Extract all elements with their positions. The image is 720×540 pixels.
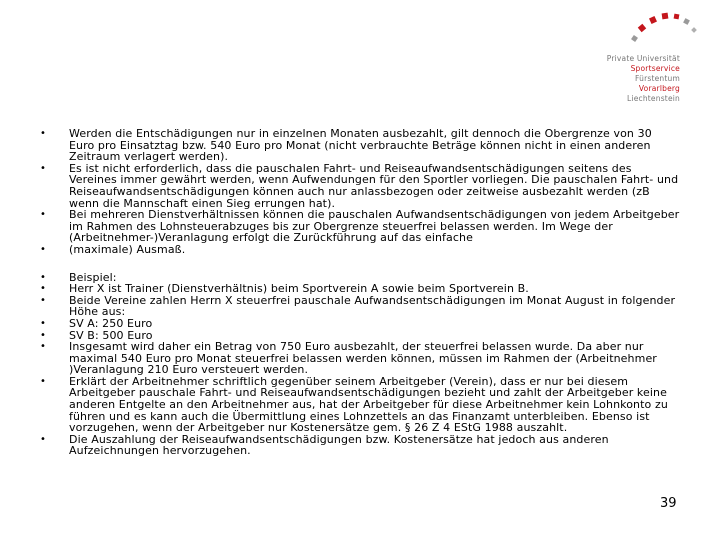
logo-line: Private Universität [606,54,680,63]
list-item [40,163,680,209]
university-logo [596,8,716,103]
bullet-text: Beispiel: [69,270,117,284]
bullet-text: Erklärt der Arbeitnehmer schriftlich gegenüber seinem Arbeitgeber (Verein), dass er nur bei diesem Arbeitgeber pauschale Fahrt- und Reiseaufwandsentschädigungen bezieht und zahlt der Arbeitgeber keine anderen Entgelte an den Arbeitnehmer aus, hat der Arbeitgeber für diese Arbeitnehmer kein Lohnkonto zu führen und es kann auch die Übermittlung eines Lohnzettels an das Finanzamt unterbleiben. Ebenso ist vorzugehen, wenn der Arbeitgeber nur Kostenersätze gem. § 26 Z 4 EStG 1988 auszahlt. [69,374,668,435]
bullet-text: Werden die Entschädigungen nur in einzelnen Monaten ausbezahlt, gilt dennoch die Obergrenze von 30 Euro pro Einsatztag bzw. 540 Euro pro Monat (nicht verbrauchte Beträge können nicht in einen anderen Zeitraum verlagert werden). [69,127,652,164]
bullet-icon: • [40,283,46,295]
list-item [40,128,680,163]
logo-line: Sportservice [630,64,680,73]
list-item [40,341,680,376]
bullet-icon: • [40,375,46,387]
bullet-text: Es ist nicht erforderlich, dass die pauschalen Fahrt- und Reiseaufwandsentschädigungen seitens des Vereines immer gewährt werden, wenn Aufwendungen für den Sportler vorliegen. Die pauschalen Fahrt- und Reiseaufwandsentschädigungen können auch nur anlassbezogen oder zeitweise ausbezahlt werden (zB wenn die Mannschaft einen Sieg errungen hat). [69,161,679,210]
bullet-icon: • [40,294,46,306]
logo-text [596,54,680,104]
logo-arc-icon [622,8,702,52]
bullet-icon: • [40,128,46,139]
bullet-icon: • [40,341,46,353]
bullet-icon: • [40,433,46,445]
bullet-icon: • [40,317,46,329]
bullet-list [40,128,680,457]
logo-line: Fürstentum [635,74,680,83]
bullet-text: SV B: 500 Euro [69,328,153,342]
bullet-text: Herr X ist Trainer (Dienstverhältnis) beim Sportverein A sowie beim Sportverein B. [69,282,529,296]
bullet-icon: • [40,271,46,283]
bullet-text: Bei mehreren Dienstverhältnissen können die pauschalen Aufwandsentschädigungen von jedem Arbeitgeber im Rahmen des Lohnsteuerabzuges bis zur Obergrenze steuerfrei belassen werden. Im Wege der (Arbeitnehmer-)Veranlagung erfolgt die Zurückführung auf das einfache [69,208,680,245]
logo-line: Vorarlberg [638,84,680,93]
bullet-icon: • [40,329,46,341]
list-spacer [40,256,680,272]
bullet-text: Insgesamt wird daher ein Betrag von 750 Euro ausbezahlt, der steuerfrei belassen wurde. Da aber nur maximal 540 Euro pro Monat steuerfrei belassen werden können, müssen im Rahmen der (Arbeitnehmer )Veranlagung 210 Euro versteuert werden. [69,340,657,377]
bullet-text: SV A: 250 Euro [69,316,153,330]
list-item [40,376,680,434]
bullet-icon: • [40,209,46,221]
list-item [40,434,680,457]
bullet-text: Die Auszahlung der Reiseaufwandsentschädigungen bzw. Kostenersätze hat jedoch aus anderen Aufzeichnungen hervorzugehen. [69,432,609,458]
bullet-icon: • [40,162,46,174]
bullet-text: Beide Vereine zahlen Herrn X steuerfrei pauschale Aufwandsentschädigungen im Monat August in folgender Höhe aus: [69,293,676,319]
list-item [40,295,680,318]
list-item [40,209,680,244]
logo-line: Liechtenstein [627,94,680,103]
list-item [40,244,680,256]
bullet-text: (maximale) Ausmaß. [69,242,186,256]
page-number: 39 [660,496,677,511]
bullet-icon: • [40,243,46,255]
